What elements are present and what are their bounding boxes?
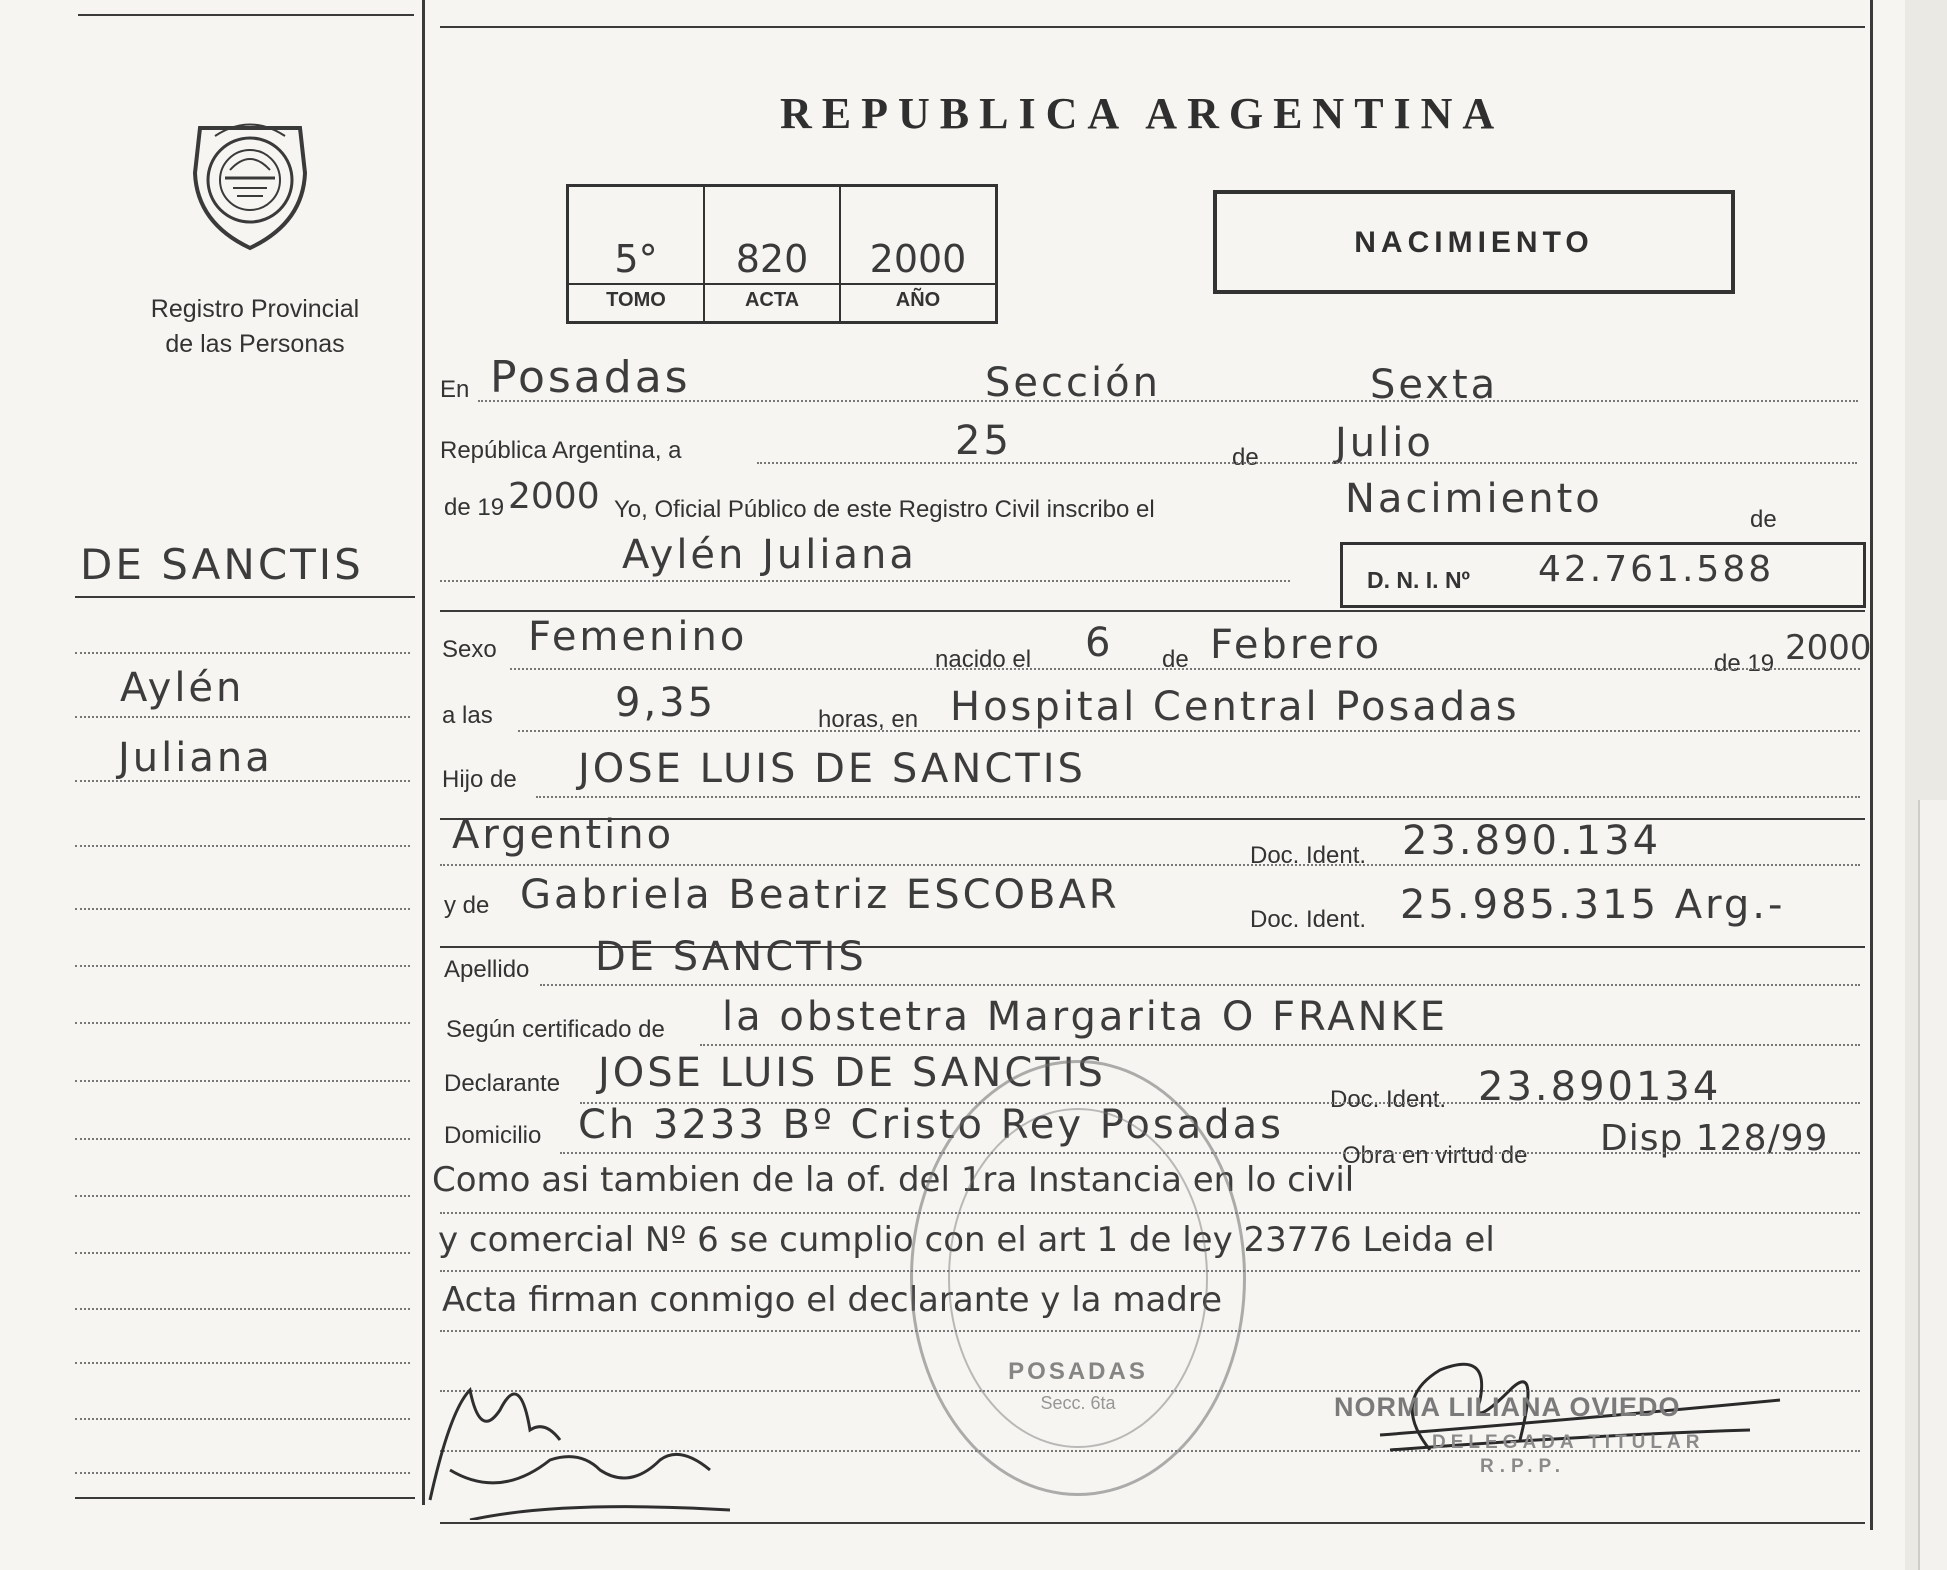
acta-label: ACTA bbox=[744, 289, 800, 311]
margin-bottom-rule bbox=[75, 1497, 415, 1499]
declarante-doc-value: 23.890134 bbox=[1478, 1064, 1722, 1110]
dni-label: D. N. I. Nº bbox=[1367, 567, 1470, 593]
tomo-value: 5° bbox=[614, 237, 658, 281]
apellido-label: Apellido bbox=[444, 956, 530, 983]
registry-office-line2: de las Personas bbox=[165, 330, 345, 358]
doc-label-3: Doc. Ident. bbox=[1330, 1086, 1447, 1113]
tomo-label: TOMO bbox=[606, 289, 666, 311]
margin-given-name-2: Juliana bbox=[118, 735, 273, 781]
sexo-label: Sexo bbox=[442, 636, 497, 663]
official-stamp bbox=[910, 1060, 1246, 1496]
ano-label: AÑO bbox=[895, 289, 941, 311]
birth-year-value: 2000 bbox=[1785, 628, 1872, 668]
declarante-value: JOSE LUIS DE SANCTIS bbox=[598, 1050, 1106, 1096]
official-title: DELEGADA TITULAR bbox=[1432, 1432, 1705, 1453]
sexo-value: Femenino bbox=[528, 614, 748, 660]
de-label-3: de bbox=[1162, 646, 1189, 673]
act-kind-value: Nacimiento bbox=[1345, 476, 1603, 522]
observation-line-2: y comercial Nº 6 se cumplio con el art 1 de ley 23776 Leida el bbox=[438, 1220, 1495, 1260]
provincial-seal-icon bbox=[185, 108, 315, 253]
observation-line-1: Como asi tambien de la of. del 1ra Instancia en lo civil bbox=[432, 1160, 1355, 1200]
hijo-label: Hijo de bbox=[442, 766, 517, 793]
de-label: de bbox=[1232, 444, 1259, 471]
mother-doc-value: 25.985.315 Arg.- bbox=[1400, 882, 1786, 928]
month-value: Julio bbox=[1335, 420, 1434, 466]
place-value: Posadas bbox=[490, 352, 691, 403]
top-rule-right bbox=[440, 26, 1865, 28]
birth-year-prefix: de 19 bbox=[1714, 650, 1775, 677]
segun-label: Según certificado de bbox=[446, 1016, 665, 1043]
republica-label: República Argentina, a bbox=[440, 437, 682, 464]
de-label-2: de bbox=[1750, 506, 1777, 533]
child-name-value: Aylén Juliana bbox=[622, 532, 917, 578]
birth-time-value: 9,35 bbox=[615, 680, 717, 726]
top-rule-left bbox=[78, 14, 414, 16]
stamp-section: Secc. 6ta bbox=[1040, 1393, 1116, 1413]
acta-value: 820 bbox=[735, 237, 809, 281]
left-signature bbox=[410, 1350, 740, 1520]
margin-divider bbox=[422, 0, 425, 1505]
name-row-rule bbox=[440, 610, 1865, 612]
birth-month-value: Febrero bbox=[1210, 622, 1383, 668]
stamp-city: POSADAS bbox=[1008, 1358, 1148, 1385]
registry-office-name bbox=[110, 292, 400, 362]
y-de-label: y de bbox=[444, 892, 490, 919]
apellido-value: DE SANCTIS bbox=[595, 934, 867, 980]
declarante-label: Declarante bbox=[444, 1070, 561, 1097]
father-value: JOSE LUIS DE SANCTIS bbox=[578, 746, 1086, 792]
margin-given-name-1: Aylén bbox=[120, 665, 245, 711]
tomo-cell bbox=[569, 187, 705, 321]
ano-value: 2000 bbox=[869, 237, 967, 281]
mother-value: Gabriela Beatriz ESCOBAR bbox=[520, 872, 1120, 918]
horas-label: horas, en bbox=[818, 706, 919, 733]
dni-box bbox=[1340, 542, 1866, 608]
year-prefix: de 19 bbox=[444, 494, 505, 521]
country-title: REPUBLICA ARGENTINA bbox=[780, 89, 1505, 138]
observation-line-3: Acta firman conmigo el declarante y la madre bbox=[442, 1280, 1223, 1320]
official-name: NORMA LILIANA OVIEDO bbox=[1334, 1392, 1681, 1422]
record-type-box bbox=[1213, 190, 1735, 294]
dni-value: 42.761.588 bbox=[1538, 549, 1775, 590]
day-value: 25 bbox=[955, 418, 1012, 464]
record-type-label: NACIMIENTO bbox=[1354, 226, 1594, 259]
oficial-text: Yo, Oficial Público de este Registro Civil inscribo el bbox=[614, 496, 1155, 523]
margin-surname: DE SANCTIS bbox=[80, 540, 364, 589]
birth-place-value: Hospital Central Posadas bbox=[950, 684, 1520, 730]
registry-office-line1: Registro Provincial bbox=[150, 295, 360, 323]
acta-cell bbox=[705, 187, 841, 321]
obra-label: Obra en virtud de bbox=[1342, 1142, 1528, 1169]
official-org: R.P.P. bbox=[1480, 1456, 1567, 1477]
birth-day-value: 6 bbox=[1085, 620, 1114, 666]
en-label: En bbox=[440, 376, 470, 403]
registry-numbers-box bbox=[566, 184, 998, 324]
domicilio-label: Domicilio bbox=[444, 1122, 542, 1149]
page-edge bbox=[1918, 800, 1947, 1570]
obra-value: Disp 128/99 bbox=[1600, 1118, 1829, 1159]
certificado-value: la obstetra Margarita O FRANKE bbox=[722, 994, 1448, 1040]
doc-label-2: Doc. Ident. bbox=[1250, 906, 1367, 933]
doc-label: Doc. Ident. bbox=[1250, 842, 1367, 869]
seccion-value: Sexta bbox=[1370, 362, 1499, 408]
father-doc-value: 23.890.134 bbox=[1402, 818, 1662, 864]
a-las-label: a las bbox=[442, 702, 493, 729]
right-frame bbox=[1870, 0, 1873, 1530]
year-value: 2000 bbox=[508, 476, 600, 517]
ano-cell bbox=[841, 187, 995, 321]
nacido-label: nacido el bbox=[935, 646, 1032, 673]
seccion-label: Sección bbox=[985, 360, 1161, 406]
margin-surname-rule bbox=[75, 596, 415, 598]
domicilio-value: Ch 3233 Bº Cristo Rey Posadas bbox=[578, 1102, 1284, 1148]
father-nationality-value: Argentino bbox=[452, 812, 675, 858]
